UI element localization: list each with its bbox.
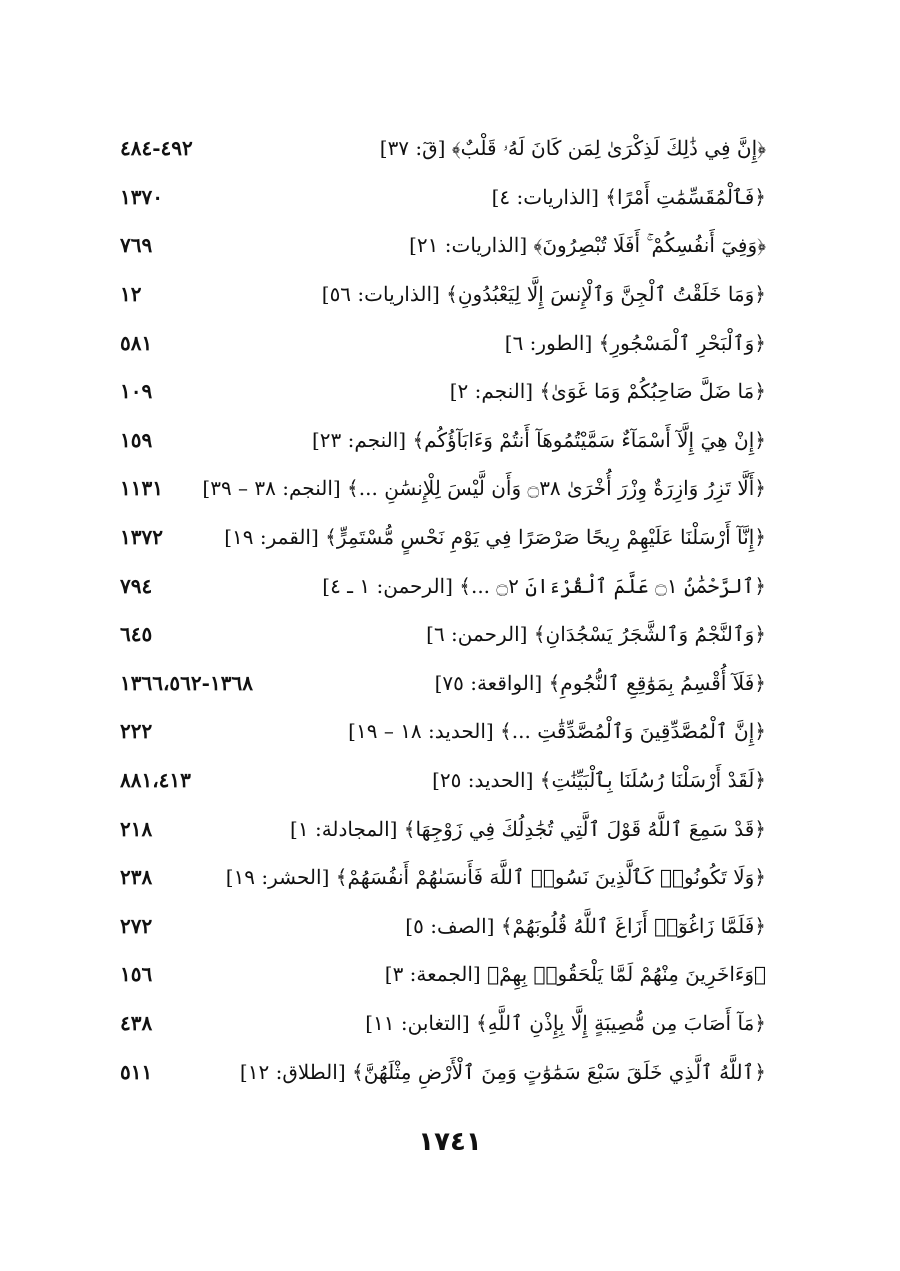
page-references: ٦٤٥ (120, 622, 153, 647)
index-entry (120, 561, 766, 610)
verse-reference: ﴿ٱلرَّحْمَٰنُ ۝١ عَلَّمَ ٱلْقُرْءَانَ ۝٢ ...﴾ [الرحمن: ١ ـ ٤] (322, 573, 766, 598)
verse-reference: ﴿وَٱلْبَحْرِ ٱلْمَسْجُورِ﴾ [الطور: ٦] (504, 330, 766, 355)
page-references: ٧٩٤ (120, 573, 153, 598)
page-references: ١٣٦٨-١٣٦٦،٥٦٢ (120, 670, 253, 695)
verse-reference: ﴿وَٱلنَّجْمُ وَٱلشَّجَرُ يَسْجُدَانِ﴾ [الرحمن: ٦] (426, 622, 766, 647)
page-references: ١٣٧٠ (120, 184, 163, 209)
verse-reference: ﴿فَلَآ أُقْسِمُ بِمَوَٰقِعِ ٱلنُّجُومِ﴾ [الواقعة: ٧٥] (434, 670, 766, 695)
index-entry (120, 124, 766, 173)
verse-reference: ﴿إِنْ هِيَ إِلَّآ أَسْمَآءٌ سَمَّيْتُمُوهَآ أَنتُمْ وَءَابَآؤُكُم﴾ [النجم: ٢٣] (311, 427, 766, 452)
page-references: ١٣٧٢ (120, 525, 163, 550)
index-entry (120, 902, 766, 951)
page-references: ١٥٩ (120, 427, 153, 452)
index-entry (120, 610, 766, 659)
page-references: ٤٩٢-٤٨٤ (120, 136, 193, 161)
verse-reference: ﴿فَٱلْمُقَسِّمَٰتِ أَمْرًا﴾ [الذاريات: ٤] (491, 184, 766, 209)
page-references: ٥١١ (120, 1059, 153, 1084)
verse-reference: ﴿إِنَّ ٱلْمُصَّدِّقِينَ وَٱلْمُصَّدِّقَٰتِ ...﴾ [الحديد: ١٨ – ١٩] (348, 719, 766, 744)
verse-reference: ﴿لَقَدْ أَرْسَلْنَا رُسُلَنَا بِٱلْبَيِّنَٰتِ﴾ [الحديد: ٢٥] (432, 768, 766, 793)
index-entry (120, 367, 766, 416)
page-references: ٨٨١،٤١٣ (120, 768, 191, 793)
index-entry (120, 756, 766, 805)
index-entry (120, 464, 766, 513)
page-references: ٥٨١ (120, 330, 153, 355)
index-entry (120, 659, 766, 708)
verse-reference: ﴿فَلَمَّا زَاغُوٓا۟ أَزَاغَ ٱللَّهُ قُلُوبَهُمْ﴾ [الصف: ٥] (405, 913, 766, 938)
page-references: ٢٣٨ (120, 865, 153, 890)
page-references: ٢٧٢ (120, 913, 153, 938)
index-entry (120, 1047, 766, 1096)
verse-index-list (120, 124, 766, 1096)
verse-reference: ﴿أَلَّا تَزِرُ وَازِرَةٌ وِزْرَ أُخْرَىٰ ۝٣٨ وَأَن لَّيْسَ لِلْإِنسَٰنِ ...﴾ [النجم: ٣٨ – ٣٩] (202, 476, 766, 501)
verse-reference: ﴿ٱللَّهُ ٱلَّذِي خَلَقَ سَبْعَ سَمَٰوَٰتٍ وَمِنَ ٱلْأَرْضِ مِثْلَهُنَّ﴾ [الطلاق: ١٢] (239, 1059, 766, 1084)
verse-reference: ﴿وَفِيٓ أَنفُسِكُمْ ۚ أَفَلَا تُبْصِرُونَ﴾ [الذاريات: ٢١] (409, 233, 766, 258)
page-references: ١٥٦ (120, 962, 153, 987)
page-references: ٤٣٨ (120, 1010, 153, 1035)
index-entry (120, 804, 766, 853)
index-entry (120, 221, 766, 270)
index-entry (120, 318, 766, 367)
verse-reference: ﴿وَلَا تَكُونُوا۟ كَٱلَّذِينَ نَسُوا۟ ٱللَّهَ فَأَنسَىٰهُمْ أَنفُسَهُمْ﴾ [الحشر: ١٩] (225, 865, 766, 890)
verse-reference: ﴿إِنَّ فِي ذَٰلِكَ لَذِكْرَىٰ لِمَن كَانَ لَهُۥ قَلْبٌ﴾ [قٓ: ٣٧] (379, 136, 766, 161)
verse-reference: ﴿إِنَّآ أَرْسَلْنَا عَلَيْهِمْ رِيحًا صَرْصَرًا فِي يَوْمِ نَحْسٍ مُّسْتَمِرٍّ﴾ [القمر: ١٩] (224, 525, 766, 550)
page-number: ١٧٤١ (418, 1127, 482, 1157)
index-entry (120, 270, 766, 319)
verse-reference: ﴿مَا ضَلَّ صَاحِبُكُمْ وَمَا غَوَىٰ﴾ [النجم: ٢] (449, 379, 766, 404)
page-references: ١٢ (120, 282, 142, 307)
verse-reference: ﴿قَدْ سَمِعَ ٱللَّهُ قَوْلَ ٱلَّتِي تُجَٰدِلُكَ فِي زَوْجِهَا﴾ [المجادلة: ١] (290, 816, 766, 841)
index-entry (120, 707, 766, 756)
page-references: ٧٦٩ (120, 233, 153, 258)
index-entry (120, 173, 766, 222)
page-references: ١١٣١ (120, 476, 163, 501)
verse-reference: ﴿مَآ أَصَابَ مِن مُّصِيبَةٍ إِلَّا بِإِذْنِ ٱللَّهِ﴾ [التغابن: ١١] (365, 1010, 766, 1035)
index-entry (120, 853, 766, 902)
verse-reference: ﴿وَمَا خَلَقْتُ ٱلْجِنَّ وَٱلْإِنسَ إِلَّا لِيَعْبُدُونِ﴾ [الذاريات: ٥٦] (321, 282, 766, 307)
index-entry (120, 950, 766, 999)
index-entry (120, 513, 766, 562)
page-references: ١٠٩ (120, 379, 153, 404)
index-entry (120, 999, 766, 1048)
page-references: ٢١٨ (120, 816, 153, 841)
page-references: ٢٢٢ (120, 719, 153, 744)
verse-reference: ﴿وَءَاخَرِينَ مِنْهُمْ لَمَّا يَلْحَقُوا۟ بِهِمْ﴾ [الجمعة: ٣] (384, 962, 766, 987)
index-entry (120, 416, 766, 465)
